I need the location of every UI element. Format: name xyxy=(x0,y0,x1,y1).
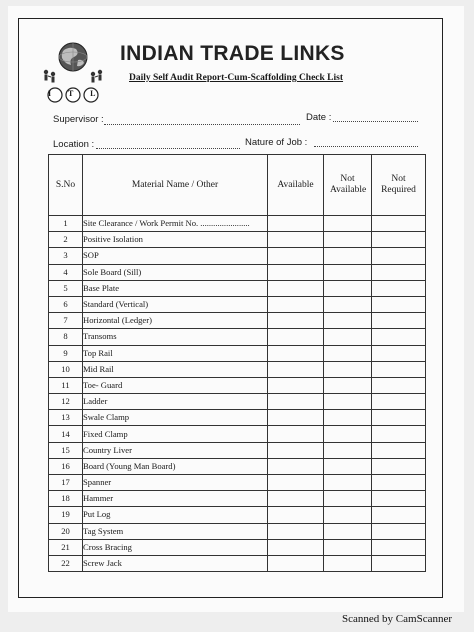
scanner-watermark: Scanned by CamScanner xyxy=(342,613,452,625)
globe-icon xyxy=(59,43,87,71)
location-label: Location : xyxy=(53,139,95,150)
row-sno: 10 xyxy=(49,361,83,377)
available-cell[interactable] xyxy=(268,248,324,264)
not-available-cell[interactable] xyxy=(324,475,372,491)
not-available-cell[interactable] xyxy=(324,248,372,264)
row-material-name: Horizontal (Ledger) xyxy=(83,313,268,329)
not-available-cell[interactable] xyxy=(324,361,372,377)
table-header-row xyxy=(49,155,426,216)
row-sno: 21 xyxy=(49,539,83,555)
nature-of-job-label: Nature of Job : xyxy=(245,137,308,148)
not-available-cell[interactable] xyxy=(324,280,372,296)
not-available-cell[interactable] xyxy=(324,264,372,280)
table-row xyxy=(49,475,426,491)
not-available-cell[interactable] xyxy=(324,394,372,410)
table-row xyxy=(49,442,426,458)
row-sno: 16 xyxy=(49,458,83,474)
row-sno: 1 xyxy=(49,216,83,232)
not-required-cell[interactable] xyxy=(372,377,426,393)
row-material-name: Site Clearance / Work Permit No. ....................... xyxy=(83,216,268,232)
not-required-cell[interactable] xyxy=(372,491,426,507)
not-required-cell[interactable] xyxy=(372,523,426,539)
row-material-name: Put Log xyxy=(83,507,268,523)
not-available-cell[interactable] xyxy=(324,296,372,312)
row-sno: 4 xyxy=(49,264,83,280)
column-header-sno: S.No xyxy=(49,155,83,216)
available-cell[interactable] xyxy=(268,361,324,377)
not-required-cell[interactable] xyxy=(372,410,426,426)
row-material-name: Swale Clamp xyxy=(83,410,268,426)
row-sno: 11 xyxy=(49,377,83,393)
available-cell[interactable] xyxy=(268,475,324,491)
not-required-cell[interactable] xyxy=(372,280,426,296)
row-material-name: SOP xyxy=(83,248,268,264)
available-cell[interactable] xyxy=(268,507,324,523)
row-material-name: Sole Board (Sill) xyxy=(83,264,268,280)
available-cell[interactable] xyxy=(268,232,324,248)
row-sno: 3 xyxy=(49,248,83,264)
date-label: Date : xyxy=(306,112,332,123)
logo-text: I T L xyxy=(48,89,103,98)
row-material-name: Mid Rail xyxy=(83,361,268,377)
not-available-cell[interactable] xyxy=(324,410,372,426)
table-row xyxy=(49,329,426,345)
available-cell[interactable] xyxy=(268,442,324,458)
not-available-cell[interactable] xyxy=(324,329,372,345)
table-row xyxy=(49,280,426,296)
row-sno: 19 xyxy=(49,507,83,523)
available-cell[interactable] xyxy=(268,264,324,280)
row-material-name: Board (Young Man Board) xyxy=(83,458,268,474)
nature-of-job-field[interactable] xyxy=(314,146,418,147)
available-cell[interactable] xyxy=(268,394,324,410)
row-sno: 12 xyxy=(49,394,83,410)
available-cell[interactable] xyxy=(268,458,324,474)
row-sno: 13 xyxy=(49,410,83,426)
table-row xyxy=(49,216,426,232)
row-material-name: Ladder xyxy=(83,394,268,410)
row-material-name: Screw Jack xyxy=(83,555,268,571)
table-row xyxy=(49,458,426,474)
available-cell[interactable] xyxy=(268,539,324,555)
table-row xyxy=(49,426,426,442)
row-material-name: Top Rail xyxy=(83,345,268,361)
not-available-cell[interactable] xyxy=(324,507,372,523)
row-material-name: Base Plate xyxy=(83,280,268,296)
table-row xyxy=(49,394,426,410)
available-cell[interactable] xyxy=(268,216,324,232)
not-available-cell[interactable] xyxy=(324,523,372,539)
table-body xyxy=(49,216,426,572)
not-available-cell[interactable] xyxy=(324,426,372,442)
row-material-name: Fixed Clamp xyxy=(83,426,268,442)
row-sno: 18 xyxy=(49,491,83,507)
not-required-cell[interactable] xyxy=(372,329,426,345)
not-required-cell[interactable] xyxy=(372,458,426,474)
not-required-cell[interactable] xyxy=(372,539,426,555)
not-required-cell[interactable] xyxy=(372,216,426,232)
not-required-cell[interactable] xyxy=(372,394,426,410)
row-sno: 9 xyxy=(49,345,83,361)
available-cell[interactable] xyxy=(268,329,324,345)
company-title: INDIAN TRADE LINKS xyxy=(120,42,345,65)
row-sno: 14 xyxy=(49,426,83,442)
people-chain-icon xyxy=(44,70,102,83)
available-cell[interactable] xyxy=(268,555,324,571)
table-row xyxy=(49,555,426,571)
column-header-not-available: Not Available xyxy=(324,155,372,216)
available-cell[interactable] xyxy=(268,280,324,296)
table-row xyxy=(49,361,426,377)
not-required-cell[interactable] xyxy=(372,264,426,280)
available-cell[interactable] xyxy=(268,491,324,507)
not-required-cell[interactable] xyxy=(372,248,426,264)
row-sno: 20 xyxy=(49,523,83,539)
not-required-cell[interactable] xyxy=(372,345,426,361)
not-available-cell[interactable] xyxy=(324,555,372,571)
column-header-available: Available xyxy=(268,155,324,216)
table-row xyxy=(49,491,426,507)
available-cell[interactable] xyxy=(268,426,324,442)
not-available-cell[interactable] xyxy=(324,491,372,507)
row-sno: 22 xyxy=(49,555,83,571)
not-required-cell[interactable] xyxy=(372,426,426,442)
row-sno: 5 xyxy=(49,280,83,296)
table-row xyxy=(49,507,426,523)
not-available-cell[interactable] xyxy=(324,216,372,232)
not-available-cell[interactable] xyxy=(324,539,372,555)
table-row xyxy=(49,539,426,555)
not-available-cell[interactable] xyxy=(324,377,372,393)
available-cell[interactable] xyxy=(268,410,324,426)
table-row xyxy=(49,248,426,264)
supervisor-label: Supervisor : xyxy=(53,114,104,125)
table-row xyxy=(49,264,426,280)
table-row xyxy=(49,296,426,312)
table-row xyxy=(49,313,426,329)
available-cell[interactable] xyxy=(268,523,324,539)
location-field[interactable] xyxy=(96,148,240,149)
not-required-cell[interactable] xyxy=(372,313,426,329)
available-cell[interactable] xyxy=(268,377,324,393)
not-available-cell[interactable] xyxy=(324,458,372,474)
document-subtitle: Daily Self Audit Report-Cum-Scaffolding Check List xyxy=(129,73,344,83)
not-required-cell[interactable] xyxy=(372,555,426,571)
checklist-table xyxy=(48,154,426,572)
supervisor-field[interactable] xyxy=(104,124,300,125)
not-required-cell[interactable] xyxy=(372,232,426,248)
not-required-cell[interactable] xyxy=(372,475,426,491)
column-header-not-required: Not Required xyxy=(372,155,426,216)
table-row xyxy=(49,345,426,361)
table-row xyxy=(49,410,426,426)
row-material-name: Country Liver xyxy=(83,442,268,458)
row-sno: 15 xyxy=(49,442,83,458)
not-required-cell[interactable] xyxy=(372,507,426,523)
not-required-cell[interactable] xyxy=(372,296,426,312)
available-cell[interactable] xyxy=(268,296,324,312)
row-sno: 7 xyxy=(49,313,83,329)
row-material-name: Transoms xyxy=(83,329,268,345)
not-available-cell[interactable] xyxy=(324,232,372,248)
row-material-name: Standard (Vertical) xyxy=(83,296,268,312)
not-required-cell[interactable] xyxy=(372,442,426,458)
row-sno: 8 xyxy=(49,329,83,345)
row-material-name: Hammer xyxy=(83,491,268,507)
not-available-cell[interactable] xyxy=(324,442,372,458)
row-material-name: Toe- Guard xyxy=(83,377,268,393)
row-sno: 2 xyxy=(49,232,83,248)
date-field[interactable] xyxy=(333,121,418,122)
row-sno: 17 xyxy=(49,475,83,491)
table-row xyxy=(49,523,426,539)
row-material-name: Spanner xyxy=(83,475,268,491)
table-row xyxy=(49,232,426,248)
column-header-material: Material Name / Other xyxy=(83,155,268,216)
available-cell[interactable] xyxy=(268,313,324,329)
row-material-name: Positive Isolation xyxy=(83,232,268,248)
table-row xyxy=(49,377,426,393)
row-material-name: Tag System xyxy=(83,523,268,539)
not-available-cell[interactable] xyxy=(324,345,372,361)
not-available-cell[interactable] xyxy=(324,313,372,329)
available-cell[interactable] xyxy=(268,345,324,361)
row-material-name: Cross Bracing xyxy=(83,539,268,555)
not-required-cell[interactable] xyxy=(372,361,426,377)
row-sno: 6 xyxy=(49,296,83,312)
